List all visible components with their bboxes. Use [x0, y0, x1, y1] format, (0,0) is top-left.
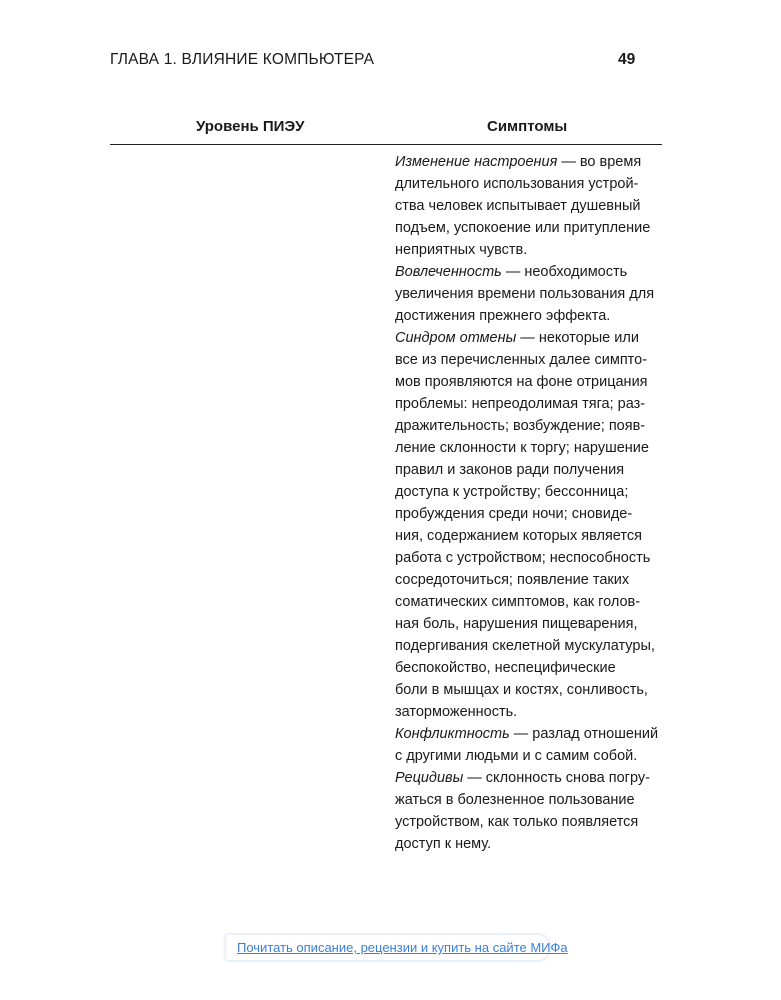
- symptom-text: правил и законов ради получения: [395, 462, 625, 478]
- symptom-line: [395, 701, 665, 723]
- chapter-title: ГЛАВА 1. ВЛИЯНИЕ КОМПЬЮТЕРА: [110, 51, 375, 68]
- symptom-line: [395, 569, 665, 591]
- symptom-text: — некоторые или: [516, 330, 639, 346]
- column-header-level: Уровень ПИЭУ: [196, 118, 305, 135]
- column-header-symptoms: Симптомы: [487, 118, 568, 135]
- symptom-text: ление склонности к торгу; нарушение: [395, 440, 649, 456]
- symptom-line: [395, 547, 665, 569]
- symptom-term: Синдром отмены: [395, 330, 517, 346]
- symptom-text: доступ к нему.: [395, 836, 492, 852]
- symptom-text: все из перечисленных далее симпто-: [395, 352, 648, 368]
- symptom-text: достижения прежнего эффекта.: [395, 308, 611, 324]
- symptoms-cell: [395, 151, 665, 855]
- symptom-line: [395, 459, 665, 481]
- symptom-line: [395, 789, 665, 811]
- symptom-text: ства человек испытывает душевный: [395, 198, 641, 214]
- symptom-text: жаться в болезненное пользование: [395, 792, 635, 808]
- table-header: [110, 112, 662, 145]
- symptom-line: [395, 173, 665, 195]
- symptom-text: боли в мышцах и костях, сонливость,: [395, 682, 648, 698]
- symptom-line: [395, 657, 665, 679]
- symptom-line: [395, 217, 665, 239]
- symptom-term: Рецидивы: [395, 770, 464, 786]
- symptom-text: подъем, успокоение или притупление: [395, 220, 651, 236]
- symptom-text: пробуждения среди ночи; сновиде-: [395, 506, 633, 522]
- symptom-term: Конфликтность: [395, 726, 510, 742]
- symptom-text: дражительность; возбуждение; появ-: [395, 418, 646, 434]
- symptom-text: длительного использования устрой-: [395, 176, 639, 192]
- symptom-line: [395, 635, 665, 657]
- symptom-line: [395, 745, 665, 767]
- symptom-line: [395, 415, 665, 437]
- symptom-term: Изменение настроения: [395, 154, 558, 170]
- symptom-line: [395, 437, 665, 459]
- symptom-text: сосредоточиться; появление таких: [395, 572, 630, 588]
- symptom-text: — склонность снова погру-: [463, 770, 650, 786]
- symptom-line: [395, 833, 665, 855]
- symptom-text: ная боль, нарушения пищеварения,: [395, 616, 638, 632]
- symptom-text: мов проявляются на фоне отрицания: [395, 374, 648, 390]
- symptom-line: [395, 767, 665, 789]
- symptom-line: [395, 261, 665, 283]
- symptom-line: [395, 811, 665, 833]
- symptom-text: устройством, как только появляется: [395, 814, 639, 830]
- symptom-text: подергивания скелетной мускулатуры,: [395, 638, 655, 654]
- page-number: 49: [618, 51, 636, 68]
- symptom-line: [395, 283, 665, 305]
- symptom-line: [395, 327, 665, 349]
- symptom-text: увеличения времени пользования для: [395, 286, 655, 302]
- symptom-text: беспокойство, неспецифические: [395, 660, 616, 676]
- symptom-text: проблемы: непреодолимая тяга; раз-: [395, 396, 646, 412]
- symptom-line: [395, 371, 665, 393]
- symptom-line: [395, 481, 665, 503]
- symptom-line: [395, 503, 665, 525]
- symptom-line: [395, 239, 665, 261]
- symptom-line: [395, 525, 665, 547]
- symptom-text: соматических симптомов, как голов-: [395, 594, 641, 610]
- symptom-text: доступа к устройству; бессонница;: [395, 484, 629, 500]
- symptom-line: [395, 151, 665, 173]
- symptom-line: [395, 349, 665, 371]
- buy-link-label[interactable]: Почитать описание, рецензии и купить на сайте МИФа: [237, 940, 568, 955]
- symptom-line: [395, 679, 665, 701]
- symptom-text: неприятных чувств.: [395, 242, 528, 258]
- symptom-text: работа с устройством; неспособность: [395, 550, 651, 566]
- symptom-line: [395, 195, 665, 217]
- symptom-line: [395, 613, 665, 635]
- symptom-term: Вовлеченность: [395, 264, 502, 280]
- symptom-text: — разлад отношений: [509, 726, 659, 742]
- symptom-line: [395, 305, 665, 327]
- symptom-text: ния, содержанием которых является: [395, 528, 642, 544]
- symptom-text: заторможенность.: [395, 704, 518, 720]
- symptom-line: [395, 393, 665, 415]
- symptom-text: — необходимость: [501, 264, 628, 280]
- symptom-line: [395, 723, 665, 745]
- symptom-line: [395, 591, 665, 613]
- symptom-text: — во время: [557, 154, 642, 170]
- buy-link[interactable]: [225, 934, 568, 961]
- symptom-text: с другими людьми и с самим собой.: [395, 748, 638, 764]
